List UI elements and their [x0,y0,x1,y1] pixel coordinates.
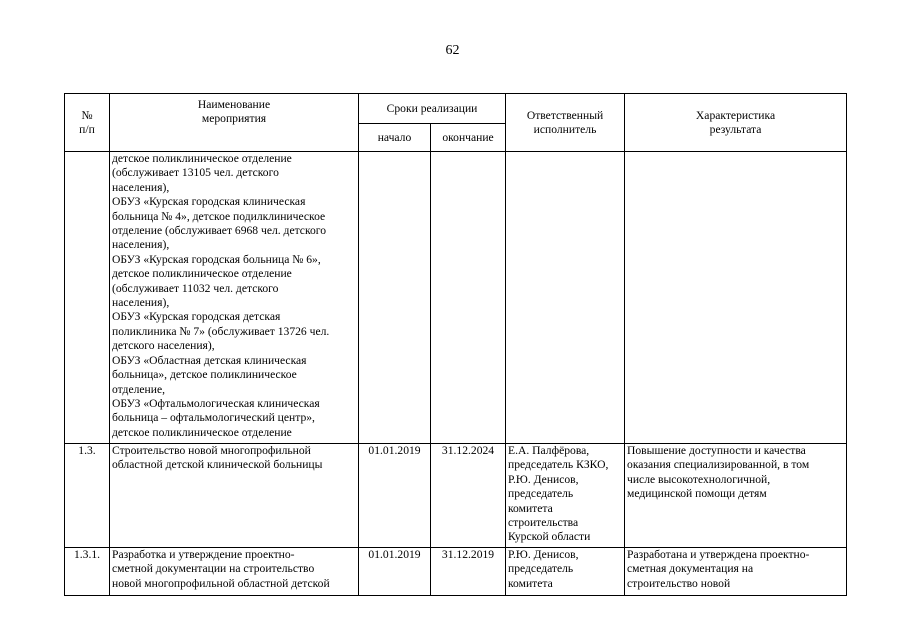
row-responsible: Р.Ю. Денисов, председатель комитета [506,548,625,596]
row-result: Повышение доступности и качества оказания специализированной, в том числе высокотехнологичной, медицинской помощи детям [625,444,847,548]
header-activity-name: Наименование мероприятия [110,94,359,152]
row-activity-name: Разработка и утверждение проектно- сметной документации на строительство новой многопрофильной областной детской [110,548,359,596]
row-end-date [431,152,506,444]
row-activity-name: детское поликлиническое отделение (обслуживает 13105 чел. детского населения), ОБУЗ «Курская городская клиническая больница № 4», детское подилклиническое отделение (обслуживает 6968 чел. детского населения), ОБУЗ «Курская городская больница № 6», детское поликлиническое отделение (обслуживает 11032 чел. детского населения), ОБУЗ «Курская городская детская поликлиника № 7» (обслуживает 13726 чел. детского населения), ОБУЗ «Областная детская клиническая больница», детское поликлиническое отделение, ОБУЗ «Офтальмологическая клиническая больница – офтальмологический центр», детское поликлиническое отделение [110,152,359,444]
header-responsible: Ответственный исполнитель [506,94,625,152]
row-number [65,152,110,444]
row-activity-name: Строительство новой многопрофильной областной детской клинической больницы [110,444,359,548]
header-result: Характеристика результата [625,94,847,152]
header-terms: Сроки реализации [359,94,506,124]
row-number: 1.3.1. [65,548,110,596]
header-start: начало [359,124,431,152]
page-number: 62 [445,43,460,58]
header-number: № п/п [65,94,110,152]
row-end-date: 31.12.2024 [431,444,506,548]
activities-table [64,93,847,596]
row-responsible: Е.А. Палфёрова, председатель КЗКО, Р.Ю. Денисов, председатель комитета строительства Курской области [506,444,625,548]
row-result: Разработана и утверждена проектно- сметная документация на строительство новой [625,548,847,596]
row-start-date: 01.01.2019 [359,548,431,596]
row-start-date [359,152,431,444]
table-row [65,548,847,596]
table-row [65,152,847,444]
row-start-date: 01.01.2019 [359,444,431,548]
header-end: окончание [431,124,506,152]
row-end-date: 31.12.2019 [431,548,506,596]
row-responsible [506,152,625,444]
table-row [65,444,847,548]
row-number: 1.3. [65,444,110,548]
row-result [625,152,847,444]
